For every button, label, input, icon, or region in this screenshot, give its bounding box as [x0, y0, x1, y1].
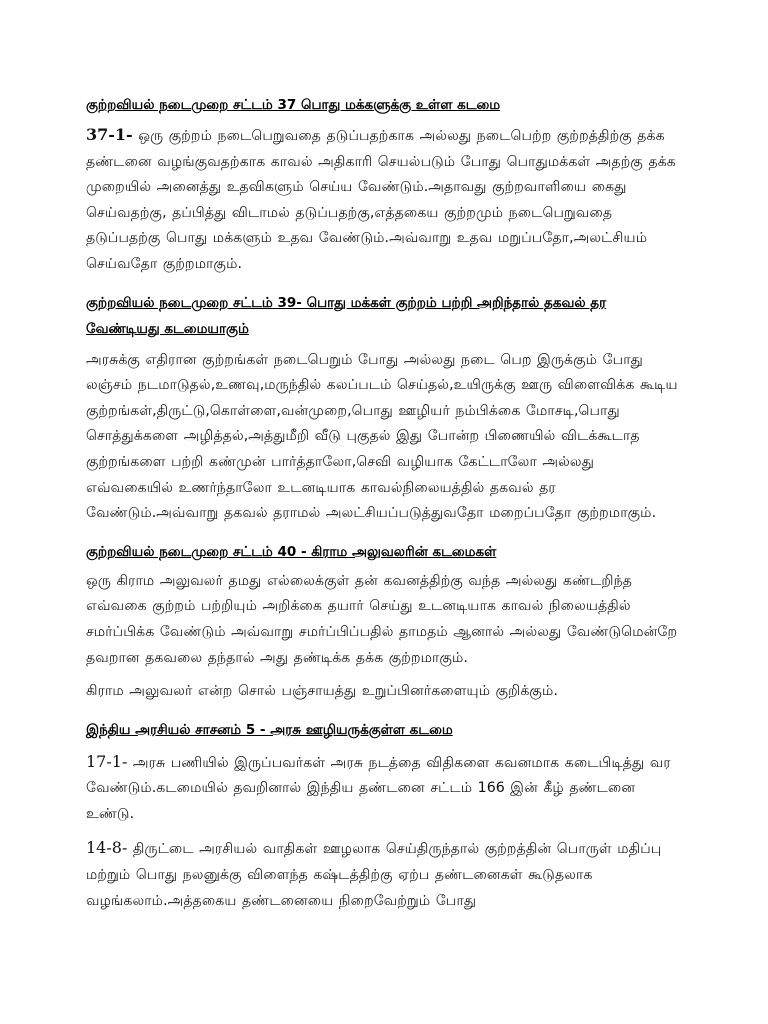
- paragraph-14-8: [86, 835, 682, 914]
- clause-text: ஒரு குற்றம் நடைபெறுவதை தடுப்பதற்காக அல்லது நடைபெற்ற குற்றத்திற்கு தக்க தண்டனை வழங்குவதற்காக காவல் அதிகாரி செயல்படும் போது பொதுமக்கள் அதற்கு தக்க முறையில் அனைத்து உதவிகளும் செய்ய வேண்டும்.அதாவது குற்றவாளியை கைது செய்வதற்கு, தப்பித்து விடாமல் தடுப்பதற்கு,எத்தகைய குற்றமும் நடைபெறுவதை தடுப்பதற்கு பொது மக்களும் உதவ வேண்டும்.அவ்வாறு உதவ மறுப்பதோ,அலட்சியம் செய்வதோ குற்றமாகும்.: [86, 128, 676, 272]
- section-heading-crpc-37: குற்றவியல் நடைமுறை சட்டம் 37 பொது மக்களுக்கு உள்ள கடமை: [86, 97, 501, 113]
- paragraph-crpc-40: [86, 569, 682, 671]
- section-heading-crpc-40: குற்றவியல் நடைமுறை சட்டம் 40 - கிராம அலுவலரின் கடமைகள்: [86, 543, 497, 560]
- paragraph-crpc-37-1: [86, 122, 682, 278]
- clause-number: 14-8-: [86, 838, 128, 858]
- paragraph-17-1: [86, 749, 682, 828]
- clause-text: அரசு பணியில் இருப்பவர்கள் அரசு நடத்தை விதிகளை கவனமாக கடைபிடித்து வர வேண்டும்.கடமையில் தவறினால் இந்திய தண்டனை சட்டம் 166 இன் கீழ் தண்டனை உண்டு.: [86, 754, 671, 822]
- section-heading-crpc-39: குற்றவியல் நடைமுறை சட்டம் 39- பொது மக்கள் குற்றம் பற்றி அறிந்தால் தகவல் தர வேண்டியது கடமையாகும்: [86, 294, 607, 337]
- paragraph-crpc-39: [86, 348, 682, 527]
- clause-number: 37-1-: [86, 125, 133, 144]
- clause-text: திருட்டை அரசியல் வாதிகள் ஊழலாக செய்திருந்தால் குற்றத்தின் பொருள் மதிப்பு மற்றும் பொது நலனுக்கு விளைந்த கஷ்டத்திற்கு ஏற்ப தண்டனைகள் கூடுதலாக வழங்கலாம்.அத்தகைய தண்டனையை நிறைவேற்றும் போது: [86, 841, 662, 909]
- paragraph-village-officer-note: [86, 679, 682, 705]
- clause-number: 17-1-: [86, 751, 128, 771]
- paragraph-text: ஒரு கிராம அலுவலர் தமது எல்லைக்குள் தன் கவனத்திற்கு வந்த அல்லது கண்டறிந்த எவ்வகை குற்றம் பற்றியும் அறிக்கை தயார் செய்து உடனடியாக காவல் நிலையத்தில் சமர்ப்பிக்க வேண்டும் அவ்வாறு சமர்ப்பிப்பதில் தாமதம் ஆனால் அல்லது வேண்டுமென்றே தவறான தகவலை தந்தால் அது தண்டிக்க தக்க குற்றமாகும்.: [86, 572, 678, 666]
- paragraph-text: கிராம அலுவலர் என்ற சொல் பஞ்சாயத்து உறுப்பினர்களையும் குறிக்கும்.: [86, 683, 558, 700]
- section-heading-constitution-5: இந்திய அரசியல் சாசனம் 5 - அரசு ஊழியருக்குள்ள கடமை: [86, 721, 453, 738]
- paragraph-text: அரசுக்கு எதிரான குற்றங்கள் நடைபெறும் போது அல்லது நடை பெற இருக்கும் போது லஞ்சம் நடமாடுதல்,உணவு,மருந்தில் கலப்படம் செய்தல்,உயிருக்கு ஊரு விளைவிக்க கூடிய குற்றங்கள்,திருட்டு,கொள்ளை,வன்முறை,பொது ஊழியர் நம்பிக்கை மோசடி,பொது சொத்துக்களை அழித்தல்,அத்துமீறி வீடு புகுதல் இது போன்ற பிணையில் விடக்கூடாத குற்றங்களை பற்றி கண்முன் பார்த்தாலோ,செவி வழியாக கேட்டாலோ அல்லது எவ்வகையில் உணர்ந்தாலோ உடனடியாக காவல்நிலையத்தில் தகவல் தர வேண்டும்.அவ்வாறு தகவல் தராமல் அலட்சியப்படுத்துவதோ மறைப்பதோ குற்றமாகும்.: [86, 351, 678, 522]
